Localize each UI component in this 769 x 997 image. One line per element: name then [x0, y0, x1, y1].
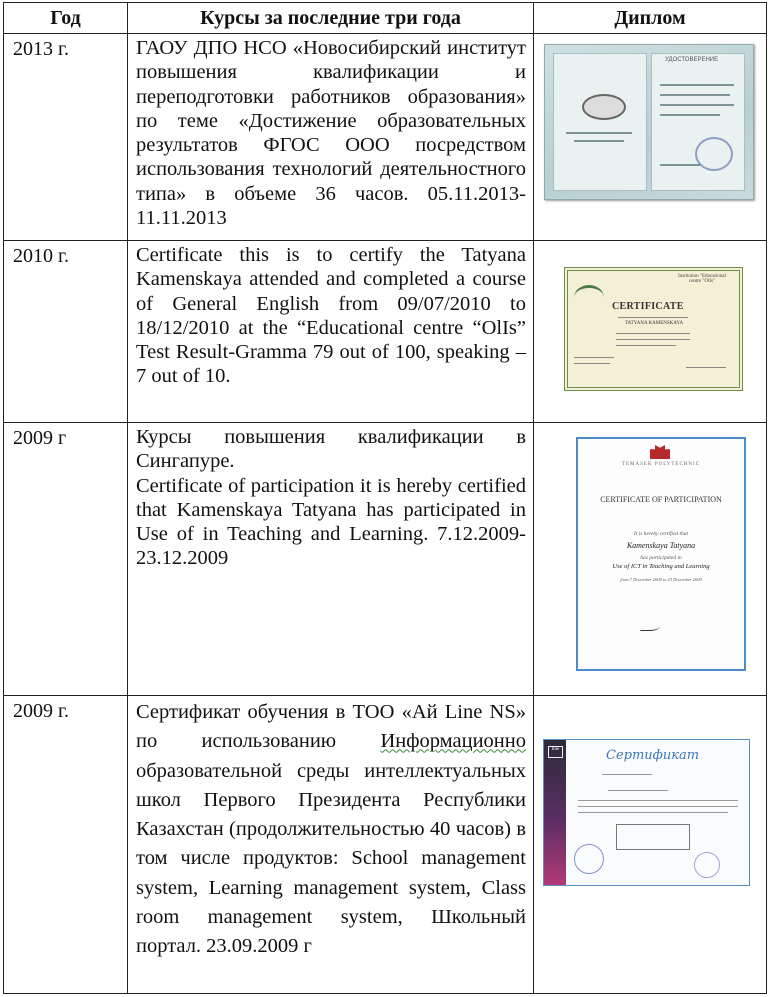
diploma-name: TATYANA KAMENSKAYA [624, 321, 684, 326]
diploma-brand: TEMASEK POLYTECHNIC [621, 462, 701, 467]
diploma-title: CERTIFICATE OF PARTICIPATION [600, 495, 722, 504]
courses-table [3, 2, 767, 994]
header-diploma: Диплом [534, 3, 767, 34]
table-row [4, 34, 767, 241]
book-icon [574, 285, 604, 310]
diploma-name: Kamenskaya Tatyana [626, 541, 696, 550]
diploma-image-certificate-english [564, 267, 743, 391]
stamp-icon [694, 852, 720, 878]
table-row [4, 241, 767, 423]
temasek-logo-icon [650, 445, 670, 459]
diploma-image-temasek [576, 437, 746, 671]
row-course-text: Certificate this is to certify the Tatyana Kamenskaya attended and completed a course of General English from 09/07/2010 to 18/12/2010 at the “Educational centre “OlIs” Test Result-Gramma 79 out of 100, speaking – 7 out of 10. [128, 241, 534, 423]
signature-icon [640, 621, 660, 631]
diploma-participated: has participated in [640, 555, 682, 561]
row-year: 2010 г. [4, 241, 128, 423]
diploma-cell [534, 241, 767, 423]
stamp-icon [695, 137, 733, 171]
row-year: 2009 г [4, 423, 128, 696]
diploma-title: Сертификат [606, 748, 700, 763]
table-row [4, 696, 767, 994]
emblem-icon [582, 94, 626, 120]
diploma-certify: It is hereby certified that [633, 531, 689, 537]
header-year: Год [4, 3, 128, 34]
diploma-title: CERTIFICATE [612, 301, 684, 312]
diploma-image-ai-line [543, 739, 750, 886]
diploma-dates: from 7 December 2009 to 23 December 2009 [620, 577, 702, 582]
diploma-cell [534, 696, 767, 994]
diploma-cell [534, 34, 767, 241]
diploma-cell [534, 423, 767, 696]
diploma-course: Use of ICT in Teaching and Learning [612, 563, 710, 570]
line-logo-icon: line [548, 746, 563, 758]
diploma-institution: Institution "Educational centre "OlIs" [678, 274, 726, 284]
row-course-text: Сертификат обучения в ТОО «Ай Line NS» по использованию Информационно образовательной среды интеллектуальных школ Первого Президента Республики Казахстан (продолжительностью 40 часов) в том числе продуктов: School management system, Learning management system, Class room management system, Школьный портал. 23.09.2009 г [128, 696, 534, 994]
stamp-icon [574, 844, 604, 874]
header-courses: Курсы за последние три года [128, 3, 534, 34]
spellcheck-underlined-word: Информационно [380, 730, 526, 753]
table-row [4, 423, 767, 696]
row-course-text: Курсы повышения квалификации в Сингапуре. Certificate of participation it is hereby certified that Kamenskaya Tatyana has participated in Use of in Teaching and Learning. 7.12.2009-23.12.2009 [128, 423, 534, 696]
diploma-heading: УДОСТОВЕРЕНИЕ [665, 57, 719, 63]
row-course-text: ГАОУ ДПО НСО «Новосибирский институт повышения квалификации и переподготовки работников образования» по теме «Достижение образовательных результатов ФГОС ООО посредством использования технологий деятельностного типа» в объеме 36 часов. 05.11.2013-11.11.2013 [128, 34, 534, 241]
row-year: 2009 г. [4, 696, 128, 994]
row-year: 2013 г. [4, 34, 128, 241]
diploma-image-udostoverenie [544, 44, 754, 200]
table-header-row [4, 3, 767, 34]
